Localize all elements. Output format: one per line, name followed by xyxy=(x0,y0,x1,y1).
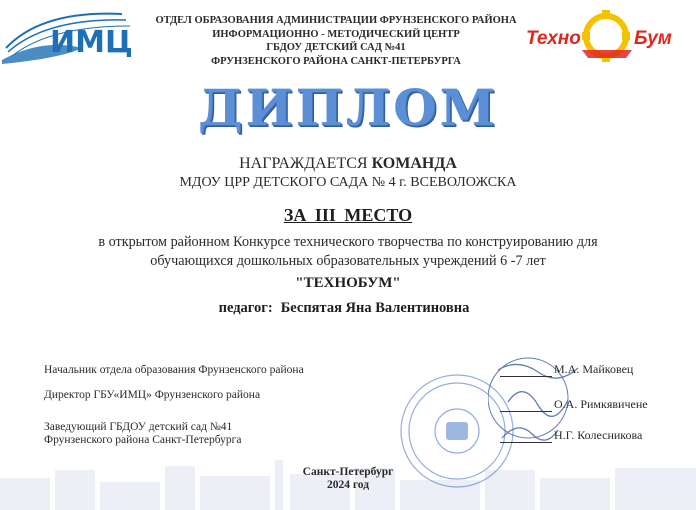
signature-line-1 xyxy=(500,376,552,377)
signature-title-3b: Фрунзенского района Санкт-Петербурга xyxy=(44,434,242,446)
signature-name-3: Н.Г. Колесникова xyxy=(554,428,643,442)
signature-title-3a: Заведующий ГБДОУ детский сад №41 xyxy=(44,421,233,433)
footer xyxy=(0,466,696,492)
organization-name: МДОУ ЦРР ДЕТСКОГО САДА № 4 г. ВСЕВОЛОЖСКА xyxy=(179,175,517,190)
header-line-2: ИНФОРМАЦИОННО - МЕТОДИЧЕСКИЙ ЦЕНТР xyxy=(212,28,460,40)
technobum-logo xyxy=(522,10,690,66)
place-award: ЗА III МЕСТО xyxy=(283,205,413,225)
signature-line-2 xyxy=(500,411,552,412)
imc-logo xyxy=(2,8,142,64)
signature-name-1-row xyxy=(500,362,690,377)
signature-title-1: Начальник отдела образования Фрунзенского района xyxy=(44,364,304,376)
signature-name-1: М.А. Майковец xyxy=(554,362,634,376)
awarded-team: КОМАНДА xyxy=(371,155,457,172)
signature-title-3 xyxy=(44,421,241,447)
teacher-name: Беспятая Яна Валентиновна xyxy=(280,300,470,316)
signature-name-2: О.А. Римкявичене xyxy=(554,397,648,411)
teacher-label: педагог: xyxy=(218,300,273,316)
signature-line-3 xyxy=(500,442,552,443)
signature-name-2-row xyxy=(500,397,690,412)
header-line-4: ФРУНЗЕНСКОГО РАЙОНА САНКТ-ПЕТЕРБУРГА xyxy=(211,55,461,67)
awarded-prefix: НАГРАЖДАЕТСЯ xyxy=(239,155,368,172)
signature-title-2: Директор ГБУ«ИМЦ» Фрунзенского района xyxy=(44,389,261,401)
header-line-3: ГБДОУ ДЕТСКИЙ САД №41 xyxy=(266,42,406,54)
imc-logo-text: ИМЦ xyxy=(50,25,133,60)
teacher-line xyxy=(0,300,696,317)
technobum-logo-left: Техно xyxy=(526,28,581,49)
footer-city: Санкт-Петербург xyxy=(302,466,394,478)
awarded-line xyxy=(0,155,696,173)
contest-description xyxy=(30,233,666,271)
header-line-1: ОТДЕЛ ОБРАЗОВАНИЯ АДМИНИСТРАЦИИ ФРУНЗЕНСКОГО РАЙОНА xyxy=(155,15,517,26)
diploma-title: ДИПЛОМ xyxy=(197,78,499,137)
signature-name-3-row xyxy=(500,428,690,443)
issuer-header xyxy=(150,14,522,68)
footer-year: 2024 год xyxy=(326,479,370,491)
project-name: "ТЕХНОБУМ" xyxy=(295,275,401,291)
contest-line-1: в открытом районном Конкурсе технического творчества по конструированию для xyxy=(98,234,598,250)
technobum-logo-right: Бум xyxy=(634,28,672,49)
contest-line-2: обучающихся дошкольных образовательных учреждений 6 -7 лет xyxy=(150,253,546,269)
